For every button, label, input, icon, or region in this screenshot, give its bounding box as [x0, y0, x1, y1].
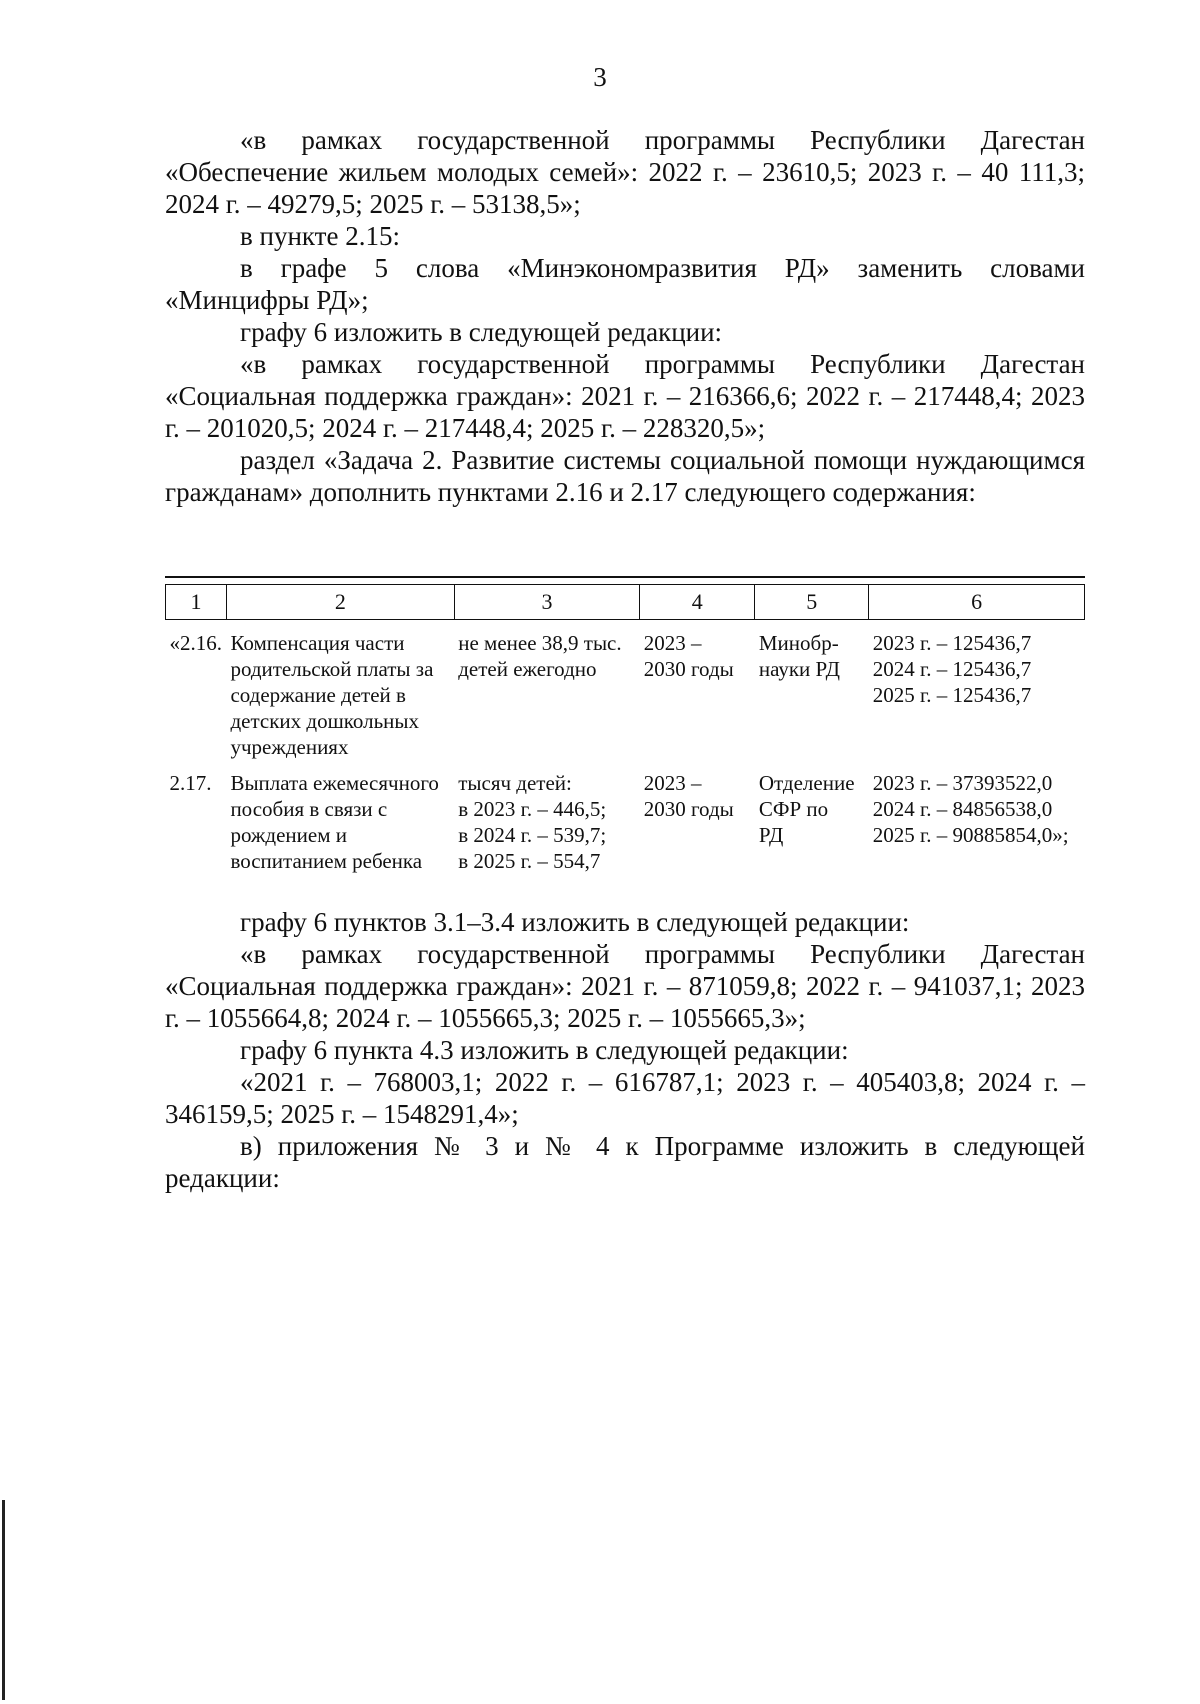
paragraph-column-5-replace: в графе 5 слова «Минэкономразвития РД» заменить словами «Минцифры РД»; [165, 253, 1085, 315]
bottom-text-block [165, 906, 1085, 1194]
top-text-block [165, 124, 1085, 508]
row-executor: Отделение СФР по РД [758, 771, 855, 847]
amendment-table-wrap [165, 576, 1085, 874]
row-funding: 2023 г. – 37393522,0 2024 г. – 84856538,0 2025 г. – 90885854,0»; [872, 771, 1069, 847]
row-indicator: не менее 38,9 тыс. детей ежегодно [458, 631, 622, 681]
row-number: 2.17. [169, 771, 212, 795]
page-number: 3 [593, 62, 607, 92]
column-header-3: 3 [454, 585, 639, 620]
column-header-6: 6 [869, 585, 1085, 620]
table-row [166, 760, 1085, 874]
column-header-4: 4 [640, 585, 755, 620]
row-number: «2.16. [169, 631, 222, 655]
paragraph-item-4-3-funding: «2021 г. – 768003,1; 2022 г. – 616787,1; 2023 г. – 405403,8; 2024 г. – 346159,5; 2025 г. – 1548291,4»; [165, 1067, 1085, 1129]
row-funding: 2023 г. – 125436,7 2024 г. – 125436,7 2025 г. – 125436,7 [872, 631, 1032, 707]
column-header-5: 5 [755, 585, 869, 620]
row-period: 2023 – 2030 годы [643, 631, 734, 681]
paragraph-social-support-funding-2: «в рамках государственной программы Республики Дагестан «Социальная поддержка граждан»: 2021 г. – 871059,8; 2022 г. – 941037,1; 2023 г. – 1055664,8; 2024 г. – 1055665,3; 2025 г. – 1055665,3»; [165, 939, 1085, 1033]
column-header-2: 2 [226, 585, 454, 620]
table-header-row [166, 585, 1085, 620]
paragraph-task-2-supplement: раздел «Задача 2. Развитие системы социальной помощи нуждающимся гражданам» дополнить пунктами 2.16 и 2.17 следующего содержания: [165, 445, 1085, 507]
table-top-rule [165, 576, 1085, 578]
row-indicator: тысяч детей: в 2023 г. – 446,5; в 2024 г. – 539,7; в 2025 г. – 554,7 [458, 771, 607, 873]
paragraph-appendices-3-4: в) приложения № 3 и № 4 к Программе изложить в следующей редакции: [165, 1131, 1085, 1193]
paragraph-column-6-intro: графу 6 изложить в следующей редакции: [240, 317, 723, 347]
row-executor: Минобр- науки РД [758, 631, 840, 681]
table-row [166, 620, 1085, 761]
paragraph-social-support-funding: «в рамках государственной программы Республики Дагестан «Социальная поддержка граждан»: 2021 г. – 216366,6; 2022 г. – 217448,4; 2023 г. – 201020,5; 2024 г. – 217448,4; 2025 г. – 228320,5»; [165, 349, 1085, 443]
column-header-1: 1 [166, 585, 227, 620]
paragraph-item-2-15: в пункте 2.15: [240, 221, 400, 251]
scan-edge-mark [2, 1500, 5, 1700]
row-measure-name: Компенсация части родительской платы за содержание детей в детских дошкольных учреждениях [230, 631, 434, 759]
paragraph-items-3-1-3-4: графу 6 пунктов 3.1–3.4 изложить в следующей редакции: [240, 907, 910, 937]
row-measure-name: Выплата ежемесячного пособия в связи с рождением и воспитанием ребенка [230, 771, 439, 873]
paragraph-item-4-3: графу 6 пункта 4.3 изложить в следующей редакции: [240, 1035, 849, 1065]
amendment-table [165, 584, 1085, 874]
row-period: 2023 – 2030 годы [643, 771, 734, 821]
paragraph-young-families-funding: «в рамках государственной программы Республики Дагестан «Обеспечение жильем молодых семей»: 2022 г. – 23610,5; 2023 г. – 40 111,3; 2024 г. – 49279,5; 2025 г. – 53138,5»; [165, 125, 1085, 219]
